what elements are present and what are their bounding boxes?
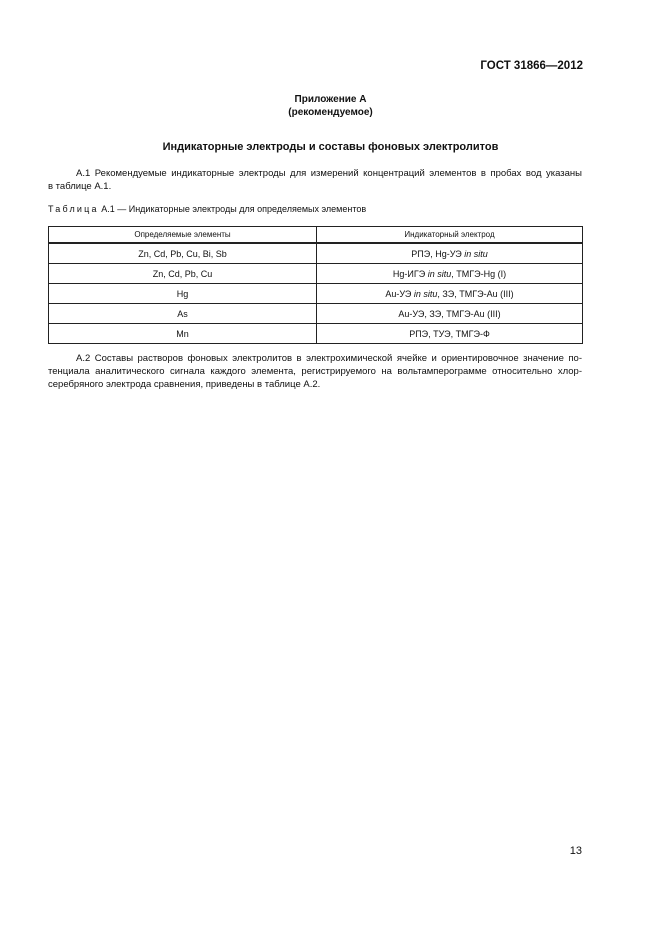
table-row <box>49 284 583 304</box>
standard-number: ГОСТ 31866—2012 <box>480 60 583 72</box>
paragraph-a2-line: тенциала аналитического сигнала каждого элемента, регистрируемого на вольтамперограмме относительно хлор- <box>48 366 582 377</box>
appendix-title: Приложение А <box>294 94 367 105</box>
section-title: Индикаторные электроды и составы фоновых электролитов <box>162 141 499 153</box>
table-row <box>49 324 583 344</box>
paragraph-a2-line: А.2 Составы растворов фоновых электролитов в электрохимической ячейке и ориентировочное значение по- <box>76 353 582 364</box>
table-row <box>49 304 583 324</box>
page-number: 13 <box>569 845 582 857</box>
paragraph-a2 <box>48 352 582 391</box>
column-header-elements: Определяемые элементы <box>49 227 317 244</box>
cell-electrode: Hg-ИГЭ in situ, ТМГЭ-Hg (I) <box>317 264 583 284</box>
cell-electrode: Au-УЭ in situ, ЗЭ, ТМГЭ-Au (III) <box>317 284 583 304</box>
cell-elements: As <box>49 304 317 324</box>
paragraph-a2-line: серебряного электрода сравнения, приведены в таблице А.2. <box>48 379 321 390</box>
cell-electrode: Au-УЭ, ЗЭ, ТМГЭ-Au (III) <box>317 304 583 324</box>
cell-elements: Hg <box>49 284 317 304</box>
column-header-electrode: Индикаторный электрод <box>317 227 583 244</box>
cell-elements: Zn, Cd, Pb, Cu <box>49 264 317 284</box>
appendix-subtitle: (рекомендуемое) <box>288 107 373 118</box>
electrode-table <box>48 226 583 344</box>
cell-electrode: РПЭ, Hg-УЭ in situ <box>317 243 583 264</box>
table-row <box>49 243 583 264</box>
table-caption-text: А.1 — Индикаторные электроды для определяемых элементов <box>101 204 367 214</box>
cell-elements: Zn, Cd, Pb, Cu, Bi, Sb <box>49 243 317 264</box>
paragraph-a1-line: в таблице А.1. <box>48 181 112 192</box>
paragraph-a1-line: А.1 Рекомендуемые индикаторные электроды для измерений концентраций элементов в пробах вод указаны <box>76 168 582 179</box>
table-caption <box>48 204 366 214</box>
table-row <box>49 264 583 284</box>
table-header-row <box>49 227 583 244</box>
paragraph-a1 <box>48 167 582 193</box>
table-caption-label: Таблица <box>48 204 99 214</box>
cell-electrode: РПЭ, ТУЭ, ТМГЭ-Ф <box>317 324 583 344</box>
cell-elements: Mn <box>49 324 317 344</box>
appendix-heading <box>0 93 661 119</box>
